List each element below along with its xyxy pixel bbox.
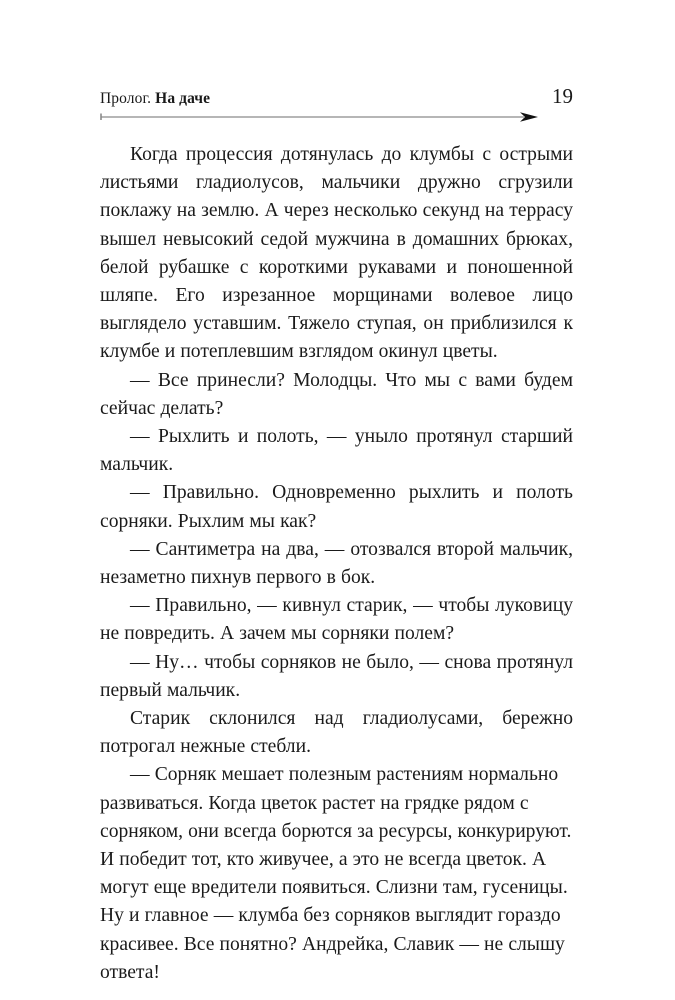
body-text <box>100 141 573 987</box>
paragraph: — Сорняк мешает полезным растениям нормально развиваться. Когда цветок растет на грядке рядом с сорняком, они всегда борются за ресурсы, конкурируют. И победит тот, кто живучее, а это не всегда цветок. А могут еще вредители появиться. Слизни там, гусеницы. Ну и главное — клумба без сорняков выглядит гораздо красивее. Все понятно? Андрейка, Славик — не слышу ответа! <box>100 764 572 983</box>
paragraph: — Ну… чтобы сорняков не было, — снова протянул первый мальчик. <box>100 651 573 701</box>
paragraph: — Сантиметра на два, — отозвался второй мальчик, незаметно пихнув первого в бок. <box>100 538 573 589</box>
running-head-title <box>100 91 210 107</box>
paragraph: — Все принесли? Молодцы. Что мы с вами будем сейчас делать? <box>100 369 573 419</box>
paragraph: — Правильно, — кивнул старик, — чтобы луковицу не повредить. А зачем мы сорняки полем? <box>100 595 573 645</box>
running-head-line <box>100 86 573 107</box>
running-head <box>100 86 573 120</box>
section-label: Пролог. <box>100 90 152 107</box>
paragraph: — Рыхлить и полоть, — уныло протянул старший мальчик. <box>100 426 573 476</box>
paragraph: — Правильно. Одновременно рыхлить и полоть сорняки. Рыхлим мы как? <box>100 482 573 532</box>
paragraph: Когда процессия дотянулась до клумбы с острыми листьями гладиолусов, мальчики дружно сгрузили поклажу на землю. А через несколько секунд на террасу вышел невысокий седой мужчина в домашних брюках, белой рубашке с короткими рукавами и поношенной шляпе. Его изрезанное морщинами волевое лицо выглядело уставшим. Тяжело ступая, он приблизился к клумбе и потеплевшим взглядом окинул цветы. <box>100 144 573 363</box>
paragraph: Старик склонился над гладиолусами, бережно потрогал нежные стебли. <box>100 708 573 758</box>
chapter-title: На даче <box>155 90 211 107</box>
page-number: 19 <box>552 84 573 108</box>
